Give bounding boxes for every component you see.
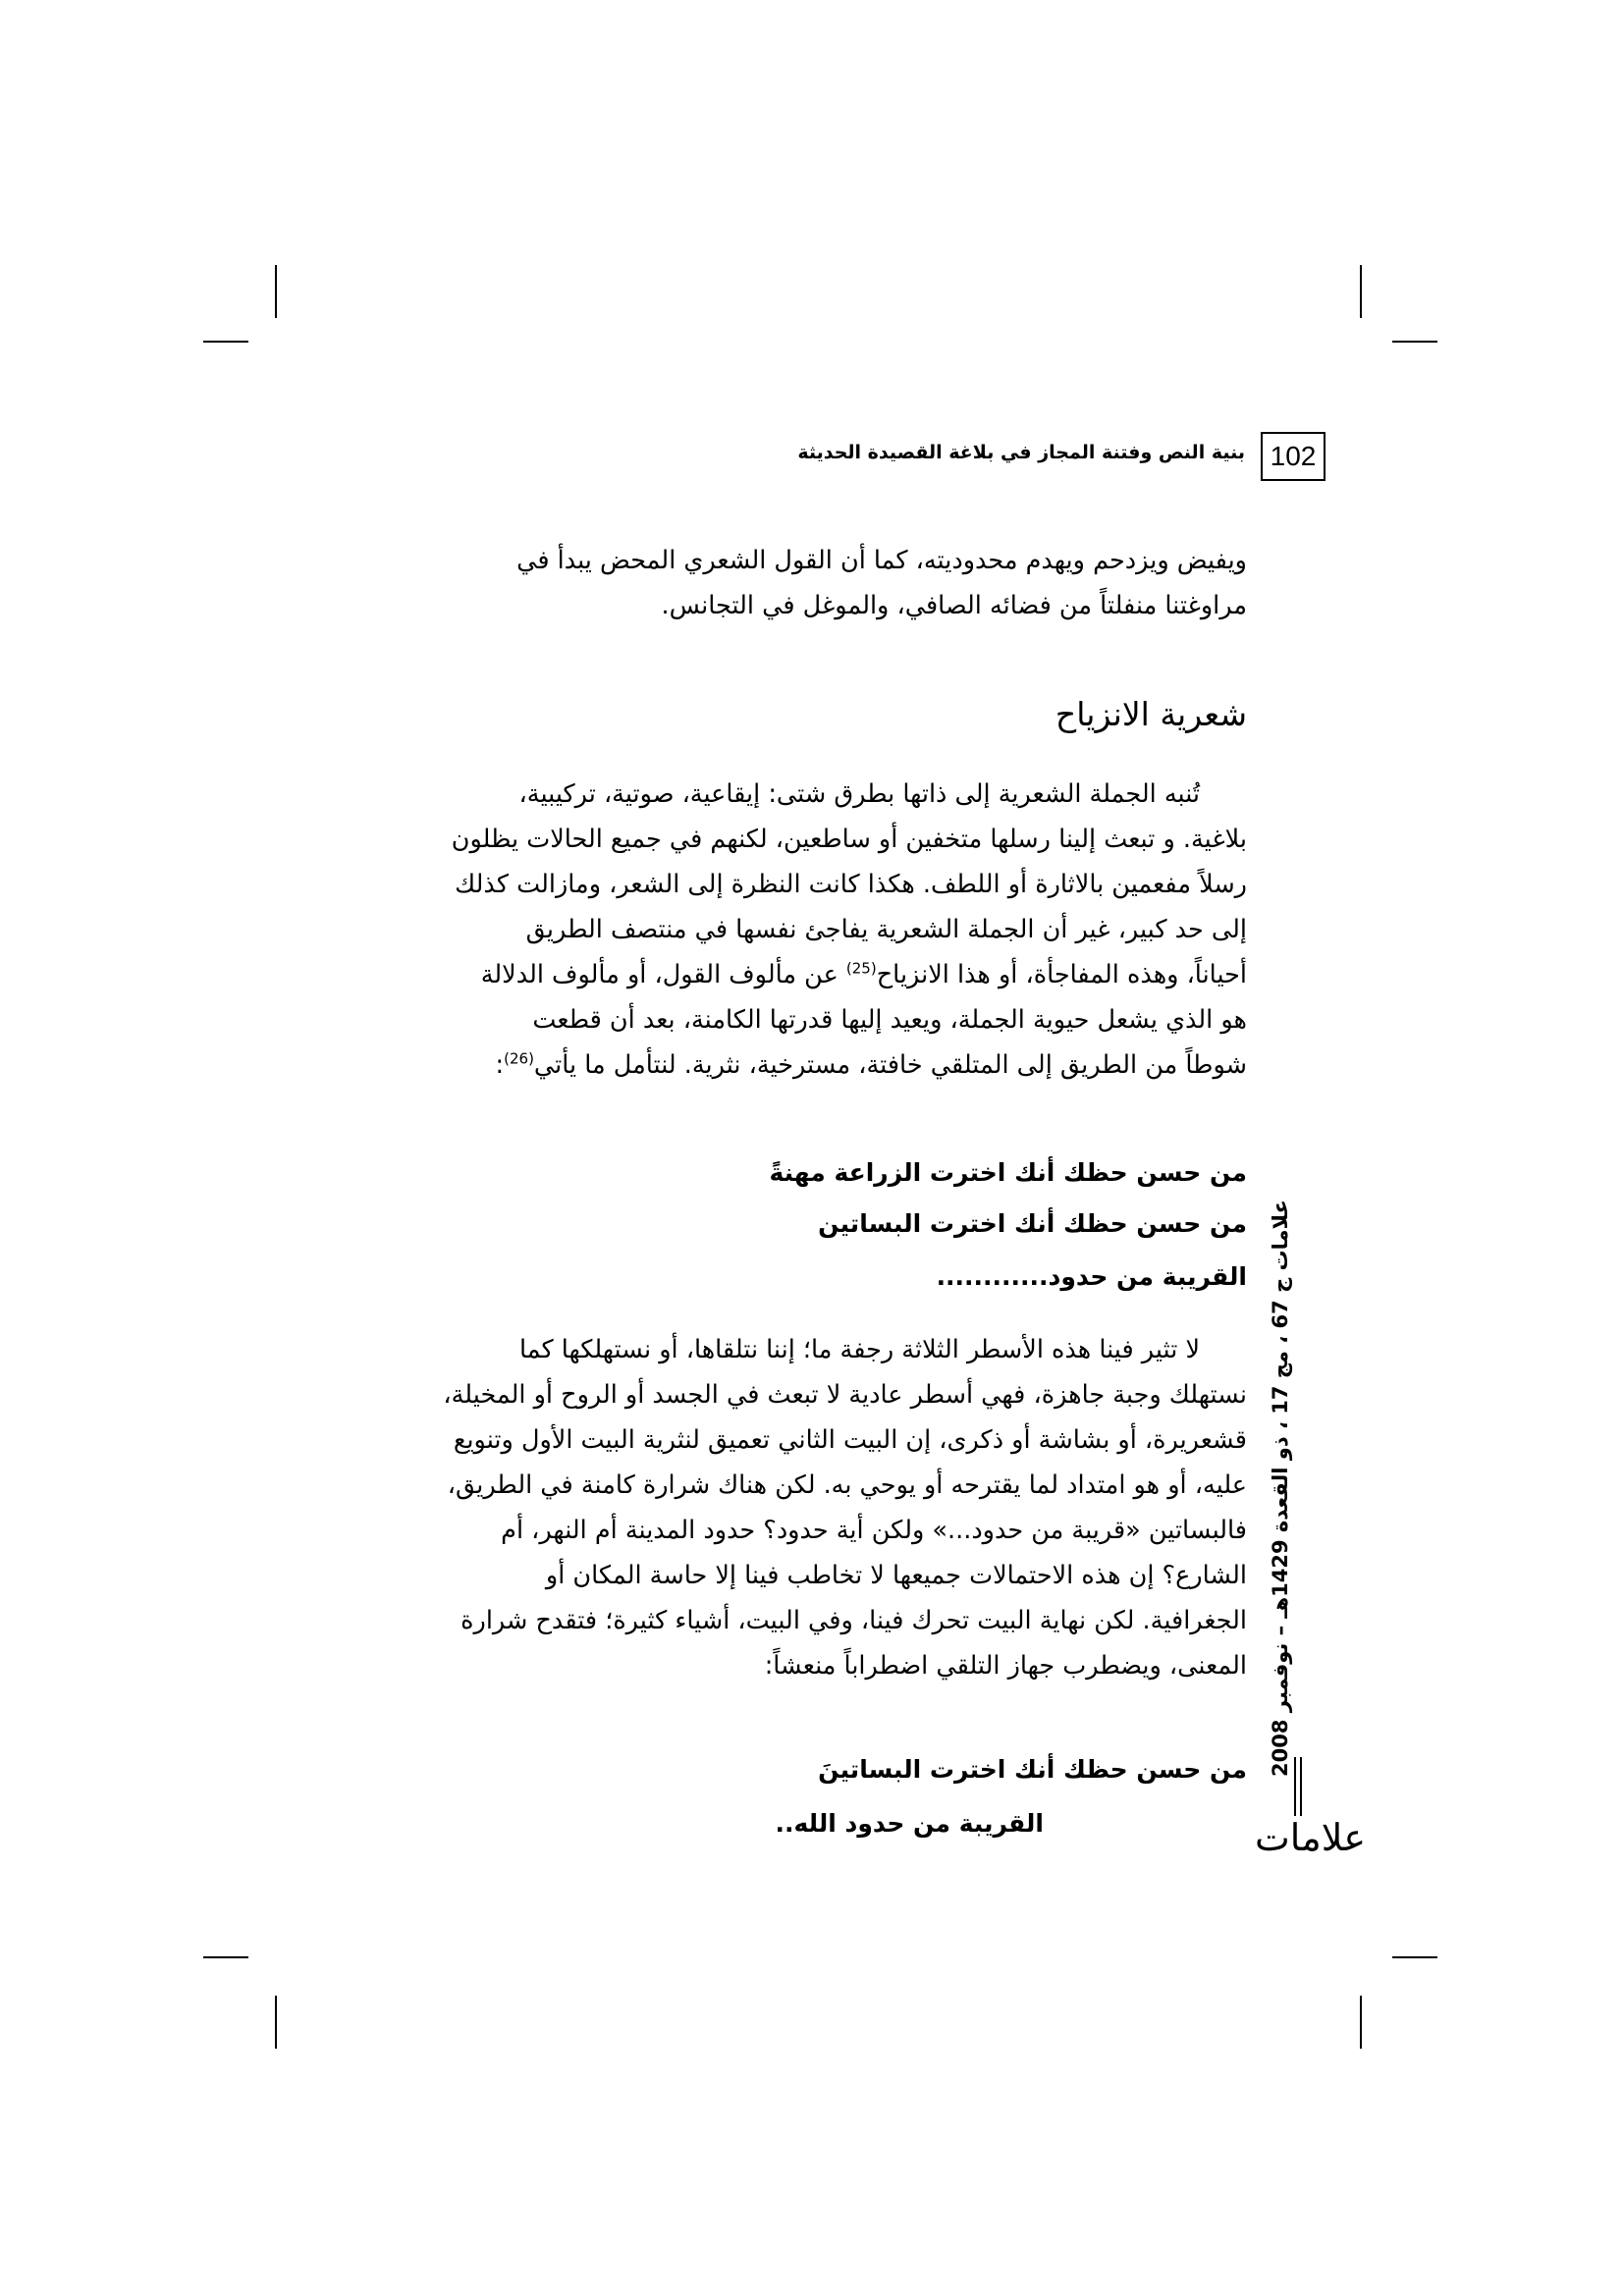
crop-mark-bottom-right-horizontal bbox=[1392, 1956, 1437, 1958]
verse-line: من حسن حظك أنك اخترت البساتين bbox=[818, 1209, 1247, 1238]
crop-mark-top-left-horizontal bbox=[203, 341, 248, 343]
verse-line: من حسن حظك أنك اخترت الزراعة مهنةً bbox=[769, 1158, 1247, 1187]
crop-mark-bottom-left-vertical bbox=[275, 1996, 277, 2049]
intro-paragraph bbox=[388, 538, 1247, 628]
sidebar-rule bbox=[1294, 1757, 1296, 1816]
line-segment: : bbox=[495, 1050, 505, 1080]
verse-line: القريبة من حدود............ bbox=[936, 1262, 1247, 1291]
journal-issue-caption: علامات ج 67 ، مج 17 ، ذو القعدة 1429هـ – نوفمبر 2008 bbox=[1269, 1200, 1292, 1777]
verse-line: القريبة من حدود الله.. bbox=[775, 1809, 1044, 1838]
paragraph-line: بلاغية. و تبعث إلينا رسلها متخفين أو ساطعين، لكنهم في جميع الحالات يظلون bbox=[451, 825, 1247, 854]
paragraph-line: رسلاً مفعمين بالاثارة أو اللطف. هكذا كانت النظرة إلى الشعر، ومازالت كذلك bbox=[455, 870, 1247, 899]
paragraph-line: لا تثير فينا هذه الأسطر الثلاثة رجفة ما؛ إننا نتلقاها، أو نستهلكها كما bbox=[519, 1335, 1200, 1364]
section-heading: شعرية الانزياح bbox=[1055, 695, 1247, 733]
intro-line: مراوغتنا منفلتاً من فضائه الصافي، والموغل في التجانس. bbox=[661, 591, 1247, 620]
paragraph-line: إلى حد كبير، غير أن الجملة الشعرية يفاجئ نفسها في منتصف الطريق bbox=[525, 915, 1247, 944]
crop-mark-top-left-vertical bbox=[275, 265, 277, 318]
page-number: 102 bbox=[1261, 432, 1325, 481]
paragraph-line: هو الذي يشعل حيوية الجملة، ويعيد إليها قدرتها الكامنة، بعد أن قطعت bbox=[532, 1005, 1247, 1035]
paragraph-line bbox=[388, 1042, 1247, 1088]
journal-logo: علامات bbox=[1255, 1816, 1367, 1859]
crop-mark-bottom-left-horizontal bbox=[203, 1956, 248, 1958]
crop-mark-top-right-vertical bbox=[1360, 265, 1362, 318]
line-segment: شوطاً من الطريق إلى المتلقي خافتة، مسترخية، نثرية. لنتأمل ما يأتي bbox=[533, 1050, 1247, 1080]
paragraph-1 bbox=[388, 772, 1247, 1088]
paragraph-line: نستهلك وجبة جاهزة، فهي أسطر عادية لا تبعث في الجسد أو الروح أو المخيلة، bbox=[443, 1380, 1247, 1410]
paragraph-line: الجغرافية. لكن نهاية البيت تحرك فينا، وفي البيت، أشياء كثيرة؛ فتقدح شرارة bbox=[460, 1606, 1247, 1635]
line-segment: أحياناً، وهذه المفاجأة، أو هذا الانزياح bbox=[876, 960, 1247, 989]
verse-line: من حسن حظك أنك اخترت البساتينَ bbox=[818, 1755, 1247, 1784]
running-title: بنية النص وفتنة المجاز في بلاغة القصيدة الحديثة bbox=[797, 442, 1245, 463]
line-segment: عن مألوف القول، أو مألوف الدلالة bbox=[480, 960, 839, 989]
crop-mark-top-right-horizontal bbox=[1392, 341, 1437, 343]
paragraph-line bbox=[388, 952, 1247, 997]
sidebar-rule bbox=[1300, 1757, 1302, 1816]
footnote-ref-25: (25) bbox=[845, 959, 877, 978]
footnote-ref-26: (26) bbox=[504, 1049, 534, 1068]
paragraph-line: المعنى، ويضطرب جهاز التلقي اضطراباً منعشاً: bbox=[764, 1651, 1247, 1681]
paragraph-line: فالبساتين «قريبة من حدود...» ولكن أية حدود؟ حدود المدينة أم النهر، أم bbox=[501, 1516, 1247, 1545]
crop-mark-bottom-right-vertical bbox=[1360, 1996, 1362, 2049]
page-header bbox=[776, 432, 1325, 481]
paragraph-line: الشارع؟ إن هذه الاحتمالات جميعها لا تخاطب فينا إلا حاسة المكان أو bbox=[545, 1561, 1247, 1590]
paragraph-line: قشعريرة، أو بشاشة أو ذكرى، إن البيت الثاني تعميق لنثرية البيت الأول وتنويع bbox=[453, 1425, 1247, 1455]
intro-line: ويفيض ويزدحم ويهدم محدوديته، كما أن القول الشعري المحض يبدأ في bbox=[516, 546, 1247, 575]
paragraph-line: عليه، أو هو امتداد لما يقترحه أو يوحي به. لكن هناك شرارة كامنة في الطريق، bbox=[447, 1470, 1247, 1500]
paragraph-line: تُنبه الجملة الشعرية إلى ذاتها بطرق شتى: إيقاعية، صوتية، تركيبية، bbox=[518, 779, 1200, 809]
paragraph-2 bbox=[388, 1327, 1247, 1688]
